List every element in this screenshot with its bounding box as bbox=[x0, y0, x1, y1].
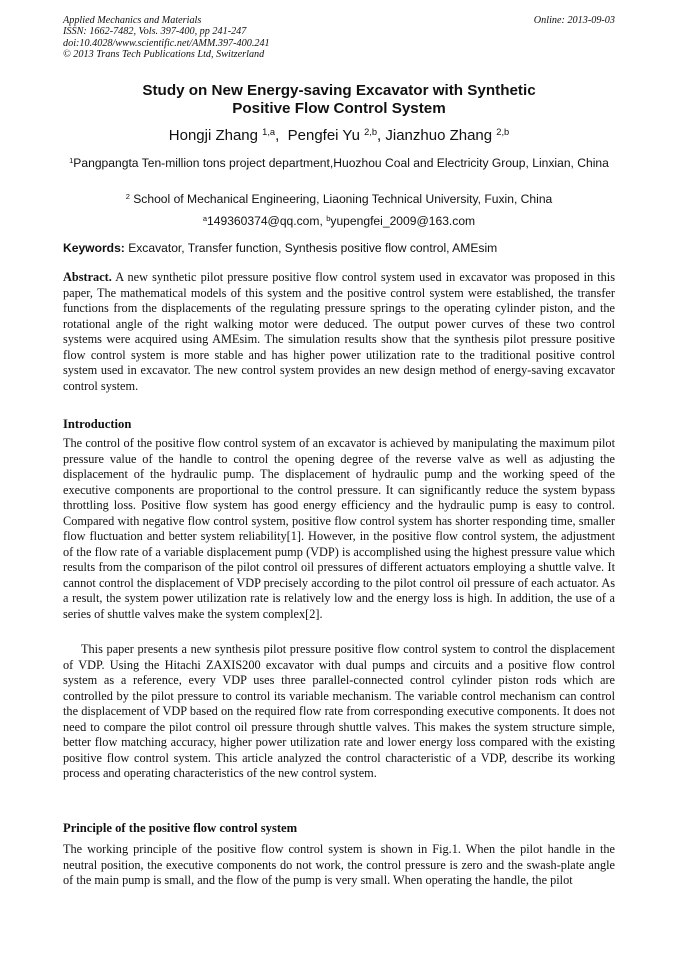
introduction-paragraph-1: The control of the positive flow control system of an excavator is achieved by manipulating the maximum pilot pressure value of the handle to control the opening degree of the reverse valve as well as adjusting the displacement of the hydraulic pump. The displacement of hydraulic pump and the working speed of the executive components are proportional to the control pressure. It can significantly reduce the system bypass throttling loss. Positive flow system has good energy efficiency and the hydraulic pump is easy to control. Compared with negative flow control system, positive flow control system has shorter responding time, smaller flow fluctuation and better system reliability[1]. However, in the positive flow control system, the adjustment of the flow rate of a variable displacement pump (VDP) is accomplished using the highest pressure value which results from the comparison of the pilot control oil pressures of different actuators employing a shuttle valve. It cannot control the displacement of VDP precisely according to the pilot control oil pressure of each actuator. As a result, the system power utilization rate is relatively low and the energy loss is high. In addition, the use of a series of shuttle valves make the system complex[2]. bbox=[63, 436, 615, 621]
affiliation-1 bbox=[63, 155, 615, 171]
email-mark: a bbox=[202, 213, 208, 223]
author-list bbox=[63, 127, 615, 145]
affiliation-mark: 2 bbox=[125, 191, 130, 201]
author-name: Pengfei Yu bbox=[287, 127, 360, 144]
affiliation-text: Pangpangta Ten-million tons project department,Huozhou Coal and Electricity Group, Linxian, China bbox=[73, 156, 609, 170]
abstract-label: Abstract. bbox=[63, 270, 112, 284]
section-heading-principle: Principle of the positive flow control system bbox=[63, 821, 298, 835]
section-heading-introduction: Introduction bbox=[63, 417, 132, 431]
journal-copyright: © 2013 Trans Tech Publications Ltd, Switzerland bbox=[63, 48, 265, 60]
title-line-1: Study on New Energy-saving Excavator with Synthetic bbox=[142, 82, 536, 99]
journal-issn: ISSN: 1662-7482, Vols. 397-400, pp 241-247 bbox=[63, 26, 247, 38]
journal-header bbox=[63, 15, 615, 60]
keywords-text: Excavator, Transfer function, Synthesis positive flow control, AMEsim bbox=[124, 241, 498, 255]
title-line-2: Positive Flow Control System bbox=[232, 100, 446, 117]
author-emails bbox=[63, 213, 615, 229]
keywords bbox=[63, 240, 615, 256]
affiliation-mark: 1 bbox=[69, 155, 74, 165]
author-affiliation-mark: 1,a bbox=[262, 126, 276, 137]
author-separator: , bbox=[377, 127, 386, 144]
journal-name: Applied Mechanics and Materials bbox=[63, 15, 202, 26]
author-affiliation-mark: 2,b bbox=[496, 126, 510, 137]
keywords-label: Keywords: bbox=[63, 241, 125, 255]
journal-doi[interactable]: doi:10.4028/www.scientific.net/AMM.397-400.241 bbox=[63, 37, 270, 49]
online-date: Online: 2013-09-03 bbox=[533, 15, 615, 26]
email-link[interactable]: yupengfei_2009@163.com bbox=[330, 214, 476, 228]
principle-paragraph-1: The working principle of the positive flow control system is shown in Fig.1. When the pilot handle in the neutral position, the executive components do not work, the control pressure is zero and the swash-plate angle of the main pump is small, and the flow of the pump is very small. When operating the handle, the pilot bbox=[63, 842, 615, 887]
abstract bbox=[63, 270, 615, 394]
affiliation-2 bbox=[63, 191, 615, 207]
affiliation-text: School of Mechanical Engineering, Liaoning Technical University, Fuxin, China bbox=[129, 192, 553, 206]
paper-title bbox=[63, 82, 615, 118]
introduction-paragraph-2: This paper presents a new synthesis pilot pressure positive flow control system to control the displacement of VDP. Using the Hitachi ZAXIS200 excavator with dual pumps and circuits and a positive flow control system as a reference, every VDP uses three parallel-connected control cylinder piston rods which are controlled by the pilot pressure to control its variable mechanism. The variable control mechanism can control the displacement of VDP based on the required flow rate from corresponding executive components. It does not need to compare the pilot control oil pressure through shuttle valves. This makes the system structure simple, better flow matching accuracy, higher power utilization rate and lower energy loss compared with the existing positive flow control system. This article analyzed the control characteristic of a VDP, describe its working process and operating characteristics of the new control system. bbox=[63, 642, 615, 780]
author-name: Hongji Zhang bbox=[168, 127, 258, 144]
author-name: Jianzhuo Zhang bbox=[385, 127, 493, 144]
email-mark: b bbox=[326, 213, 331, 223]
abstract-text: A new synthetic pilot pressure positive flow control system used in excavator was proposed in this paper, The mathematical models of this system and the positive control system were established, the transfer functions from the displacements of the regulating pressure springs to the operating cylinder piston, and the rotational angle of the right walking motor were deduced. The output power curves of these two control systems were acquired using AMEsim. The simulation results show that the synthesis pilot pressure positive flow control system is more stable and has higher power utilization rate to the traditional positive control system used in excavator. The new control system provides an new design method of energy-saving excavator control system. bbox=[63, 270, 615, 393]
author-affiliation-mark: 2,b bbox=[364, 126, 378, 137]
email-link[interactable]: 149360374@qq.com, bbox=[207, 214, 327, 228]
author-separator: , bbox=[275, 127, 288, 144]
